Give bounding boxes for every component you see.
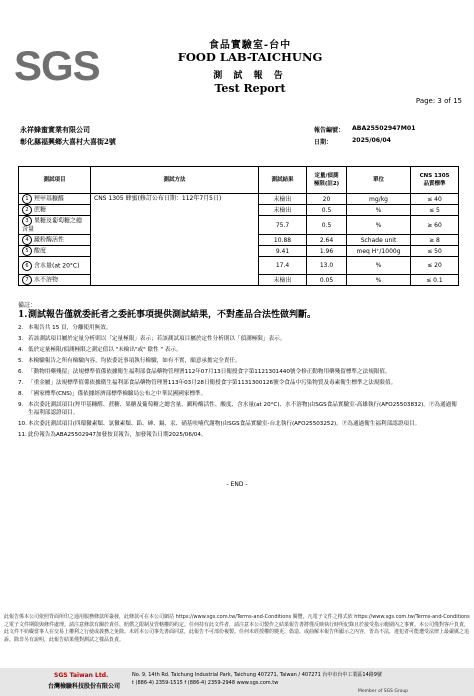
cell-text: Schade unit (360, 236, 397, 244)
cell-text: ≤ 40 (427, 195, 442, 203)
cell-item (19, 275, 91, 286)
cell-text: 17.4 (275, 262, 290, 269)
report-date-row (314, 137, 391, 146)
page-number: Page: 3 of 15 (415, 97, 462, 105)
cell-item (19, 194, 91, 205)
note-text: 本報告共 15 頁，分離使用無效。 (28, 324, 112, 331)
note-item (18, 420, 458, 429)
cell-result (259, 275, 307, 286)
cell-text: ≤ 50 (427, 247, 442, 255)
cell-text: ≤ 0.1 (426, 276, 443, 284)
cell-result (259, 194, 307, 205)
cell-item (19, 257, 91, 275)
report-title-en: Test Report (214, 82, 286, 95)
note-item (18, 346, 458, 355)
cell-text: 20 (322, 195, 331, 203)
header-unit: 單位 (347, 167, 411, 194)
note-item (18, 310, 458, 321)
cell-result (259, 257, 307, 275)
sgs-logo (10, 40, 108, 88)
report-number-label: 報告編號： (314, 127, 345, 134)
report-date-label: 日期： (314, 139, 333, 146)
note-text: 低於定量極限/偵測極限之測定值以 "未檢出"或" 陰性 " 表示。 (28, 346, 182, 353)
cell-text: 10.88 (273, 236, 292, 244)
cell-text: % (375, 206, 382, 214)
note-text: 此份報告為ABA25502947加發按頁報告，加發報告日期2025/06/04。 (28, 432, 207, 438)
cell-result (259, 235, 307, 246)
note-number: 11. (18, 432, 27, 438)
cell-item (19, 205, 91, 216)
cell-text: 澱粉酶活性 (34, 236, 65, 244)
header-method: 測試方法 (91, 167, 259, 194)
item-number: 3 (22, 216, 32, 226)
cell-text: 含水量(at 20°C) (34, 262, 80, 269)
note-item (18, 431, 458, 440)
item-number: 2 (22, 205, 32, 215)
item-number: 1 (22, 194, 32, 204)
cell-text: 2.64 (319, 236, 334, 244)
report-number-row (314, 125, 416, 134)
note-item (18, 357, 458, 366)
item-number: 5 (22, 246, 32, 256)
cell-text: 75.7 (275, 221, 290, 229)
cell-text: 蔗糖 (34, 206, 47, 214)
cell-limit (307, 216, 347, 235)
cell-text: 0.5 (321, 206, 332, 214)
cell-text: 0.05 (319, 276, 334, 284)
end-marker: - END - (226, 481, 248, 488)
cell-text: ≥ 60 (427, 221, 442, 229)
cell-text: mg/kg (369, 195, 388, 203)
footer-company-en: SGS Taiwan Ltd. (54, 672, 109, 679)
cell-unit (347, 216, 411, 235)
footer-contact: t (886-4) 2359-1515 f (886-4) 2359-2948 www.sgs.com.tw (132, 680, 279, 686)
note-item (18, 390, 458, 399)
header-result: 測試結果 (259, 167, 307, 194)
table-row (19, 194, 459, 205)
note-number: 7. (18, 379, 24, 386)
cell-item (19, 235, 91, 246)
cell-text: 9.41 (275, 247, 290, 255)
cell-limit (307, 257, 347, 275)
cell-text: 酸度 (34, 247, 47, 255)
note-number: 1. (18, 310, 28, 320)
item-number: 7 (22, 275, 32, 285)
lab-name-zh: 食品實驗室-台中 (208, 40, 292, 51)
header-limit: 定量/偵測 極限(註2) (307, 167, 347, 194)
note-number: 8. (18, 390, 24, 397)
note-number: 9. (18, 401, 24, 408)
cell-unit (347, 205, 411, 216)
cell-text: 未檢出 (273, 206, 292, 214)
note-item (18, 335, 458, 344)
notes-title: 備註： (18, 302, 37, 309)
client-name: 永祥蜂蜜實業有限公司 (20, 125, 90, 134)
note-text: 測試報告僅就委託者之委託事項提供測試結果，不對產品合法性做判斷。 (28, 310, 317, 320)
cell-text: ≤ 5 (429, 206, 440, 214)
cell-method (91, 194, 259, 286)
header-standard: CNS 1305 品質標準 (411, 167, 459, 194)
report-title-zh: 測 試 報 告 (213, 71, 287, 81)
cell-text: 水不溶物 (34, 276, 59, 284)
note-item (18, 379, 458, 388)
header-item: 測試項目 (19, 167, 91, 194)
cell-text: 13.0 (319, 262, 334, 269)
cell-std (411, 246, 459, 257)
note-text: 「重金屬」法規標準值係依據衛生福利部食品藥物管理署113年03月28日衛授食字第1131300126號令食品中污染物質及毒素衛生標準之法規限值。 (28, 379, 397, 386)
legal-disclaimer: 此報告係本公司依照背面所印之通用服務條款所簽發，此條款可在本公司網站 https://www.sgs.com.tw/Terms-and-Conditions 閱覽，凡電子文件之格式依 https://www.sgs.com.tw/Terms-and-Conditions 之電子文件期限與條件處理。請注意條款有關於責任、賠償之限制及管轄權的約定。任何持有此文件者，請注意本公司製作之結果報告書將僅反映執行時所紀錄且於接受指示範圍內之事實。本公司僅對客戶負責，此文件不妨礙當事人在交易上權利之行使或義務之免除。未經本公司事先書面同意，此報告不可部份複製。任何未經授權的變更、偽造、或曲解本報告所顯示之內容，皆為不法，違犯者可能遭受法律上最嚴厲之追訴。除非另有說明，此報告結果僅對測試之樣品負責。 (4, 614, 470, 643)
cell-result (259, 205, 307, 216)
cell-limit (307, 205, 347, 216)
cell-text: 果糖及葡萄糖之總含量 (22, 217, 83, 233)
note-text: 「動物用藥殘留」法規標準值係依據衛生福利部食品藥物管理署112年07月13日衛授食字第1121301440號令修正動物用藥殘留標準之法規限值。 (28, 368, 391, 375)
cell-text: 未檢出 (273, 276, 292, 284)
cell-limit (307, 275, 347, 286)
note-number: 3. (18, 335, 24, 342)
cell-text: meq H⁺/1000g (356, 247, 401, 255)
cell-text: % (375, 262, 382, 269)
table-header-row (19, 167, 459, 194)
note-number: 6. (18, 368, 24, 375)
cell-unit (347, 275, 411, 286)
cell-std (411, 216, 459, 235)
cell-text: ≤ 20 (427, 262, 442, 269)
item-number: 6 (22, 261, 32, 271)
cell-limit (307, 246, 347, 257)
cell-item (19, 216, 91, 235)
report-date: 2025/06/04 (352, 137, 391, 144)
cell-text: CNS 1305 蜂蜜(修訂公布日期：112年7月5日) (94, 195, 222, 202)
cell-unit (347, 246, 411, 257)
cell-std (411, 257, 459, 275)
svg-text:SGS: SGS (14, 42, 100, 88)
report-number: ABA25502947M01 (352, 125, 416, 132)
cell-text: 1.96 (319, 247, 334, 255)
cell-limit (307, 235, 347, 246)
note-number: 4. (18, 346, 24, 353)
note-text: 「國家標準(CNS)」係依據經濟部標準檢驗局公布之中華民國國家標準。 (28, 390, 207, 397)
note-number: 5. (18, 357, 24, 364)
cell-text: % (375, 276, 382, 284)
cell-text: 0.5 (321, 221, 332, 229)
cell-limit (307, 194, 347, 205)
results-table (18, 166, 459, 286)
cell-text: 羥甲基糠醛 (34, 195, 65, 203)
cell-std (411, 205, 459, 216)
note-item (18, 401, 458, 418)
footer-company-zh: 台灣檢驗科技股份有限公司 (48, 683, 121, 690)
cell-std (411, 235, 459, 246)
cell-std (411, 275, 459, 286)
cell-result (259, 246, 307, 257)
note-text: 本檢驗報告之所有檢驗內容，均依委託事項執行檢驗，如有不實，願意承擔完全責任。 (28, 357, 241, 364)
cell-text: 未檢出 (273, 195, 292, 203)
note-number: 2. (18, 324, 24, 331)
footer-address: No. 9, 14th Rd. Taichung Industrial Park, Taichung 407271, Taiwan / 407271 台中市台中工業區14路9號 (132, 672, 382, 678)
note-text: 若該測試項目屬於定量分析則以「定量極限」表示；若該測試項目屬於定性分析則以「偵測極限」表示。 (28, 335, 286, 342)
footer-member: Member of SGS Group (358, 689, 409, 694)
note-item (18, 324, 458, 333)
cell-unit (347, 235, 411, 246)
cell-item (19, 246, 91, 257)
notes-list (18, 310, 458, 442)
note-item (18, 368, 458, 377)
note-text: 本次委託測試項目(羥甲基糠醛、蔗糖、果糖及葡萄糖之總含量、澱粉酶活性、酸度、含水量(at 20°C)、水不溶物)由SGS食品實驗室-高雄執行(AFO25503832)。Ⓟ為通過衛生福利部認證項目。 (28, 401, 457, 416)
note-text: 本次委託測試項目(四環黴素類、氯黴素類、鉛、砷、鎘、汞、硝基呋喃代謝物)由SGS食品實驗室-台北執行(AFO25503252)。Ⓟ為通過衛生福利部認證項目。 (28, 421, 421, 427)
cell-unit (347, 194, 411, 205)
cell-unit (347, 257, 411, 275)
cell-text: % (375, 221, 382, 229)
cell-std (411, 194, 459, 205)
cell-result (259, 216, 307, 235)
lab-name-en: FOOD LAB-TAICHUNG (177, 50, 323, 64)
client-address: 彰化縣福興鄉大喜村大喜街2號 (20, 137, 116, 146)
item-number: 4 (22, 235, 32, 245)
cell-text: ≥ 8 (429, 236, 440, 244)
note-number: 10. (18, 421, 27, 427)
